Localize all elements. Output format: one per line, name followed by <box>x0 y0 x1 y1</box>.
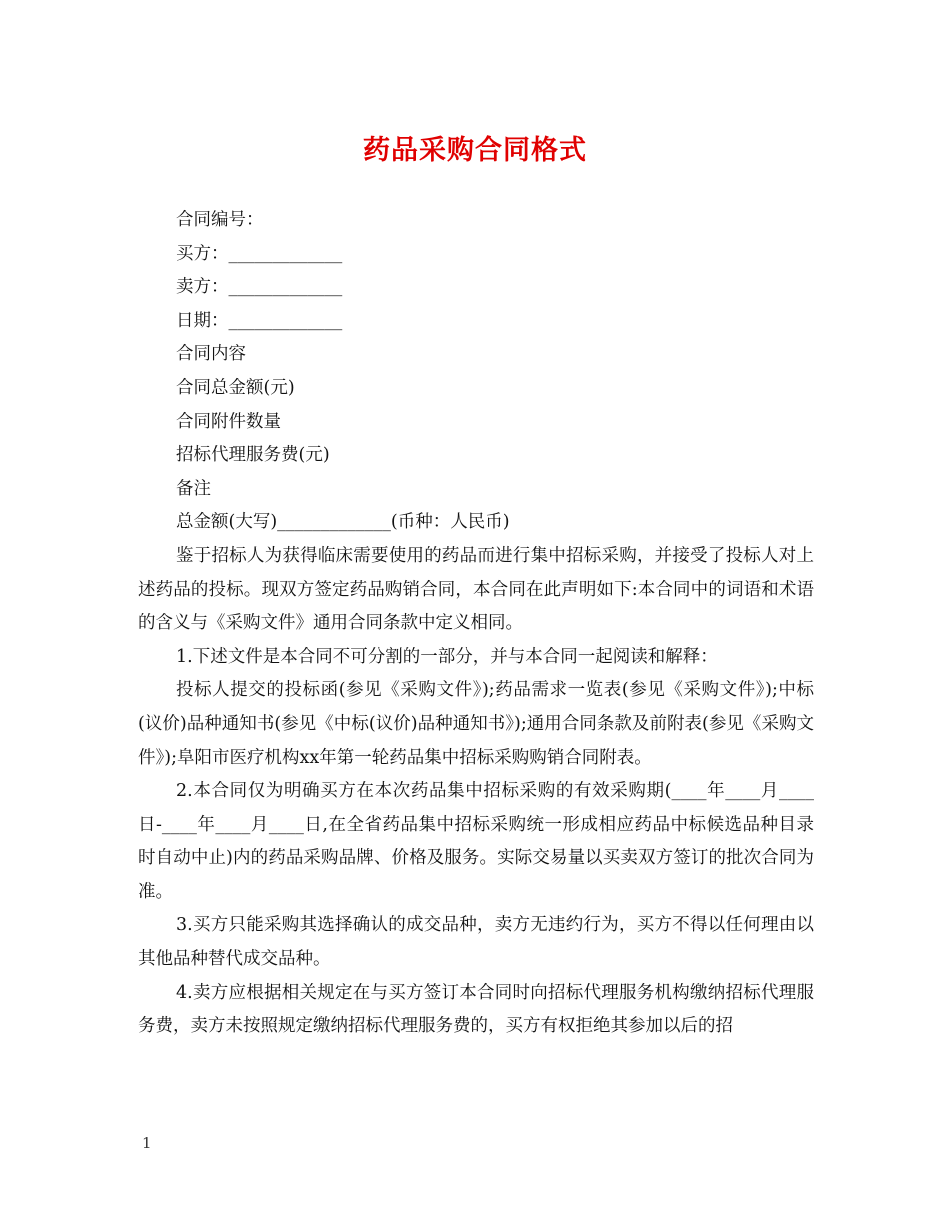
field-date: 日期：_____________ <box>176 310 343 331</box>
field-contract-number: 合同编号： <box>176 210 264 230</box>
paragraph-clause-4: 4.卖方应根据相关规定在与买方签订本合同时向招标代理服务机构缴纳招标代理服务费，卖方未按照规定缴纳招标代理服务费的，买方有权拒绝其参加以后的招 <box>138 982 814 1037</box>
paragraph-clause-1: 1.下述文件是本合同不可分割的一部分，并与本合同一起阅读和解释： <box>176 646 718 667</box>
page-number: 1 <box>142 1134 152 1152</box>
paragraph-clause-3: 3.买方只能采购其选择确认的成交品种，卖方无违约行为，买方不得以任何理由以其他品种替代成交品种。 <box>138 915 814 970</box>
field-buyer: 买方：_____________ <box>176 243 343 264</box>
document-body <box>138 204 814 1044</box>
field-contract-content: 合同内容 <box>176 344 246 365</box>
field-total-amount: 合同总金额(元) <box>176 377 295 398</box>
paragraph-clause-2: 2.本合同仅为明确买方在本次药品集中招标采购的有效采购期(____年____月____日-____年____月____日,在全省药品集中招标采购统一形成相应药品中标候选品种目录时自动中止)内的药品采购品牌、价格及服务。实际交易量以买卖双方签订的批次合同为准。 <box>138 781 814 902</box>
field-agency-fee: 招标代理服务费(元) <box>176 445 330 466</box>
paragraph-preamble: 鉴于招标人为获得临床需要使用的药品而进行集中招标采购，并接受了投标人对上述药品的投标。现双方签定药品购销合同，本合同在此声明如下:本合同中的词语和术语的含义与《采购文件》通用合同条款中定义相同。 <box>138 545 814 634</box>
field-total-amount-uppercase: 总金额(大写)_____________(币种：人民币) <box>176 512 510 533</box>
paragraph-clause-1-detail: 投标人提交的投标函(参见《采购文件》);药品需求一览表(参见《采购文件》);中标(议价)品种通知书(参见《中标(议价)品种通知书》);通用合同条款及前附表(参见《采购文件》);阜阳市医疗机构xx年第一轮药品集中招标采购购销合同附表。 <box>138 680 814 768</box>
document-title: 药品采购合同格式 <box>363 135 587 166</box>
field-seller: 卖方：_____________ <box>176 277 343 298</box>
field-attachment-count: 合同附件数量 <box>176 411 281 432</box>
field-remarks: 备注 <box>176 478 211 499</box>
